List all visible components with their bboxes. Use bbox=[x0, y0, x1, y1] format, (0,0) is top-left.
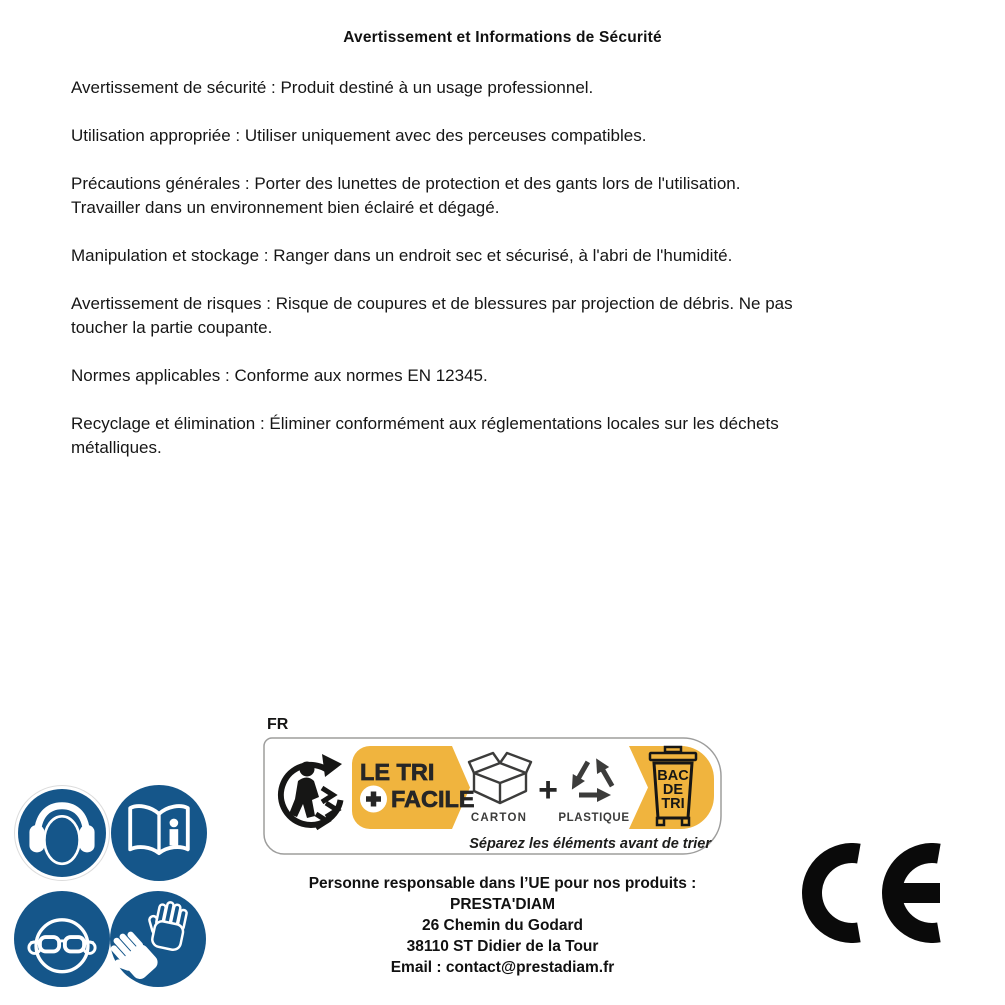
paragraph-line: métalliques. bbox=[71, 438, 162, 457]
wear-ear-protection-icon bbox=[14, 785, 110, 881]
read-instruction-manual-icon bbox=[111, 785, 207, 881]
address-line: 26 Chemin du Godard bbox=[421, 917, 584, 934]
material-plastique-label: PLASTIQUE bbox=[558, 812, 630, 824]
tri-label-tagline: Séparez les éléments avant de trier bbox=[469, 836, 711, 852]
paragraph-manipulation-stockage bbox=[71, 244, 961, 268]
country-code-label: FR bbox=[267, 716, 289, 733]
tri-facile-recycling-label bbox=[263, 737, 723, 856]
paragraph-recyclage-elimination bbox=[71, 412, 961, 460]
paragraph-line: Manipulation et stockage : Ranger dans un endroit sec et sécurisé, à l'abri de l'humidité. bbox=[71, 246, 733, 265]
bin-text-tri: TRI bbox=[661, 796, 685, 812]
paragraph-line: toucher la partie coupante. bbox=[71, 318, 273, 337]
paragraph-line: Avertissement de sécurité : Produit destiné à un usage professionnel. bbox=[71, 78, 594, 97]
bin-text-de: DE bbox=[662, 782, 684, 798]
paragraph-precautions-generales bbox=[71, 172, 961, 220]
headline-le-tri: LE TRI bbox=[360, 759, 435, 785]
email-line: Email : contact@prestadiam.fr bbox=[390, 959, 615, 976]
address-line: Personne responsable dans l’UE pour nos produits : bbox=[308, 875, 697, 892]
ce-mark-icon bbox=[797, 843, 947, 943]
materials-plus-sign: + bbox=[538, 771, 558, 809]
paragraph-utilisation-appropriee bbox=[71, 124, 961, 148]
company-name: PRESTA'DIAM bbox=[449, 896, 555, 913]
paragraph-line: Travailler dans un environnement bien éclairé et dégagé. bbox=[71, 198, 500, 217]
address-line: 38110 ST Didier de la Tour bbox=[406, 938, 599, 955]
paragraph-line: Précautions générales : Porter des lunettes de protection et des gants lors de l'utilisation. bbox=[71, 174, 741, 193]
paragraph-normes-applicables bbox=[71, 364, 961, 388]
paragraph-avertissement-risques bbox=[71, 292, 961, 340]
paragraph-avertissement-securite bbox=[71, 76, 961, 100]
bin-text-bac: BAC bbox=[657, 768, 689, 784]
headline-facile: FACILE bbox=[391, 786, 475, 812]
paragraph-line: Normes applicables : Conforme aux normes EN 12345. bbox=[71, 366, 488, 385]
page-title: Avertissement et Informations de Sécurité bbox=[343, 29, 662, 46]
paragraph-line: Recyclage et élimination : Éliminer conformément aux réglementations locales sur les déchets bbox=[71, 414, 779, 433]
material-carton-label: CARTON bbox=[470, 812, 528, 824]
paragraph-line: Utilisation appropriée : Utiliser uniquement avec des perceuses compatibles. bbox=[71, 126, 647, 145]
paragraph-line: Avertissement de risques : Risque de coupures et de blessures par projection de débris. Ne pas bbox=[71, 294, 793, 313]
safety-paragraphs bbox=[71, 76, 961, 484]
